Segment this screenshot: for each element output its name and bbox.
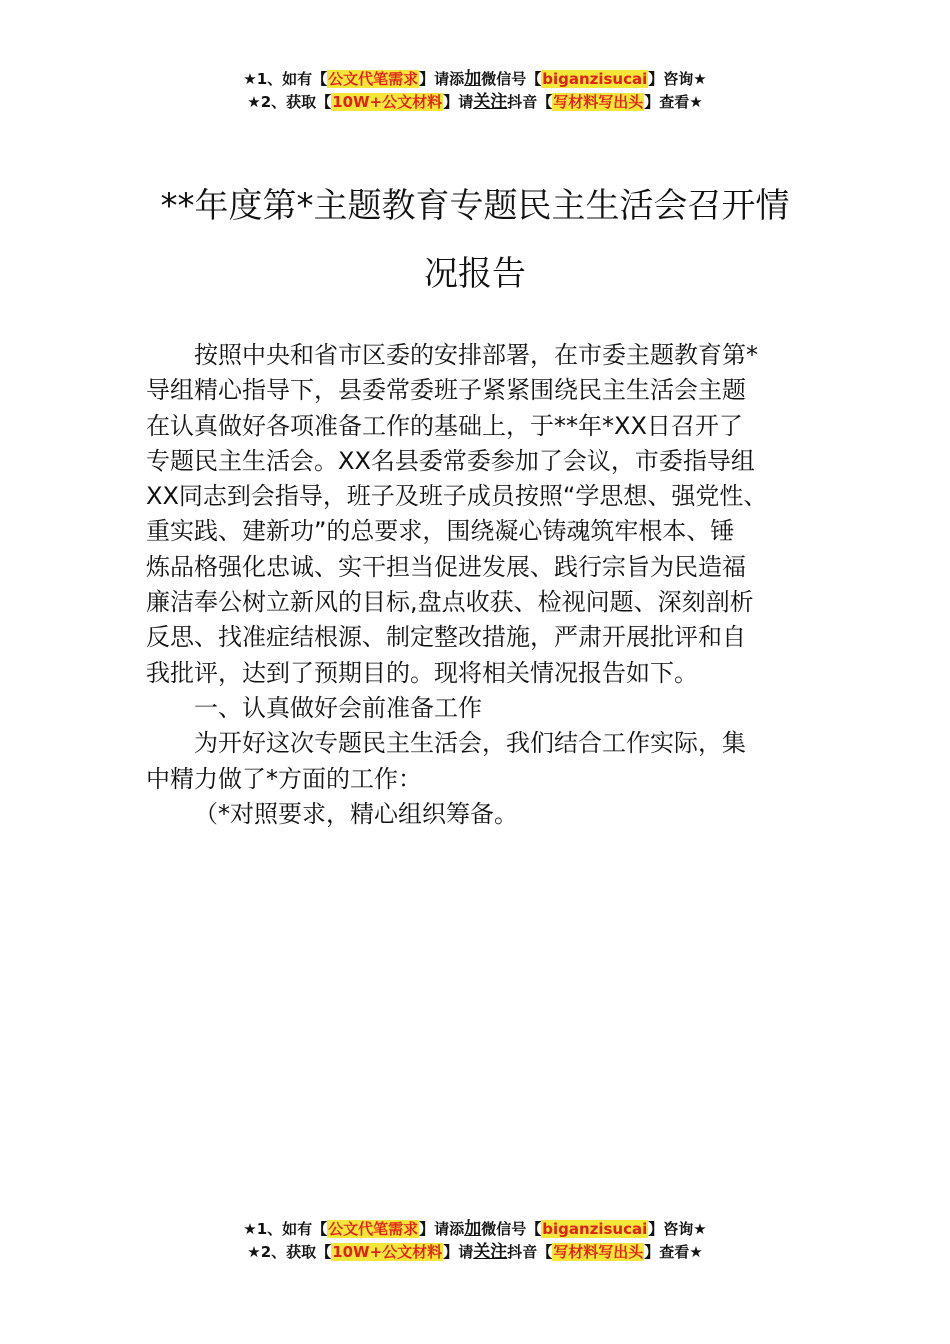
text-line: 反思、找准症结根源、制定整改措施，严肃开展批评和自 <box>146 623 746 652</box>
banner-text: 】请 <box>443 93 474 111</box>
text-line: 专题民主生活会。XX名县委常委参加了会议，市委指导组 <box>146 446 755 475</box>
paragraph-intro <box>146 338 816 691</box>
text-line: 导组精心指导下，县委常委班子紧紧围绕民主生活会主题 <box>146 376 746 405</box>
text-line: 按照中央和省市区委的安排部署，在市委主题教育第* <box>194 341 758 369</box>
banner-underline: 加 <box>464 1219 482 1239</box>
highlight-materials: 10W+公文材料 <box>332 93 443 111</box>
banner-underline: 加 <box>464 69 482 89</box>
banner-text: ★1、如有【 <box>243 70 328 88</box>
highlight-wechat-id: biganzisucai <box>542 1220 648 1238</box>
text-line: 廉洁奉公树立新风的目标,盘点收获、检视问题、深刻剖析 <box>146 588 754 617</box>
banner-text: ★2、获取【 <box>247 1243 332 1261</box>
bottom-banner <box>0 1218 950 1264</box>
text-line: 重实践、建新功”的总要求，围绕凝心铸魂筑牢根本、锤 <box>146 517 735 546</box>
text-line: 炼品格强化忠诚、实干担当促进发展、践行宗旨为民造福 <box>146 552 746 581</box>
banner-underline: 关注 <box>473 92 508 112</box>
banner-text: 】请添 <box>419 70 465 88</box>
banner-line-2 <box>0 91 950 114</box>
banner-text: 微信号【 <box>481 1220 542 1238</box>
document-title <box>100 172 850 308</box>
text-line: 我批评，达到了预期目的。现将相关情况报告如下。 <box>146 658 698 687</box>
sub-heading: （*对照要求，精心组织筹备。 <box>194 799 518 828</box>
banner-text: 抖音【 <box>507 1243 553 1261</box>
banner-line-2 <box>0 1241 950 1264</box>
banner-text: 抖音【 <box>507 93 553 111</box>
document-body <box>146 338 816 832</box>
highlight-douyin: 写材料写出头 <box>553 93 644 111</box>
highlight-service: 公文代笔需求 <box>328 70 419 88</box>
top-banner <box>0 68 950 114</box>
banner-text: 】查看★ <box>644 1243 703 1261</box>
banner-text: 】咨询★ <box>648 1220 707 1238</box>
section-heading: 一、认真做好会前准备工作 <box>194 693 482 722</box>
banner-text: 微信号【 <box>481 70 542 88</box>
text-line: 在认真做好各项准备工作的基础上，于**年*XX日召开了 <box>146 411 743 440</box>
banner-text: 】请 <box>443 1243 474 1261</box>
text-line: 中精力做了*方面的工作： <box>146 764 422 793</box>
banner-line-1 <box>0 68 950 91</box>
text-line: XX同志到会指导，班子及班子成员按照“学思想、强党性、 <box>146 482 768 511</box>
text-line: 为开好这次专题民主生活会，我们结合工作实际，集 <box>194 729 746 758</box>
paragraph-preparation <box>146 726 816 797</box>
banner-text: 】请添 <box>419 1220 465 1238</box>
banner-text: ★1、如有【 <box>243 1220 328 1238</box>
highlight-service: 公文代笔需求 <box>328 1220 419 1238</box>
highlight-wechat-id: biganzisucai <box>542 70 648 88</box>
title-line-2: 况报告 <box>424 254 526 294</box>
banner-text: 】咨询★ <box>648 70 707 88</box>
highlight-materials: 10W+公文材料 <box>332 1243 443 1261</box>
banner-text: ★2、获取【 <box>247 93 332 111</box>
highlight-douyin: 写材料写出头 <box>553 1243 644 1261</box>
banner-line-1 <box>0 1218 950 1241</box>
banner-underline: 关注 <box>473 1242 508 1262</box>
title-line-1: **年度第*主题教育专题民主生活会召开情 <box>160 186 790 226</box>
banner-text: 】查看★ <box>644 93 703 111</box>
